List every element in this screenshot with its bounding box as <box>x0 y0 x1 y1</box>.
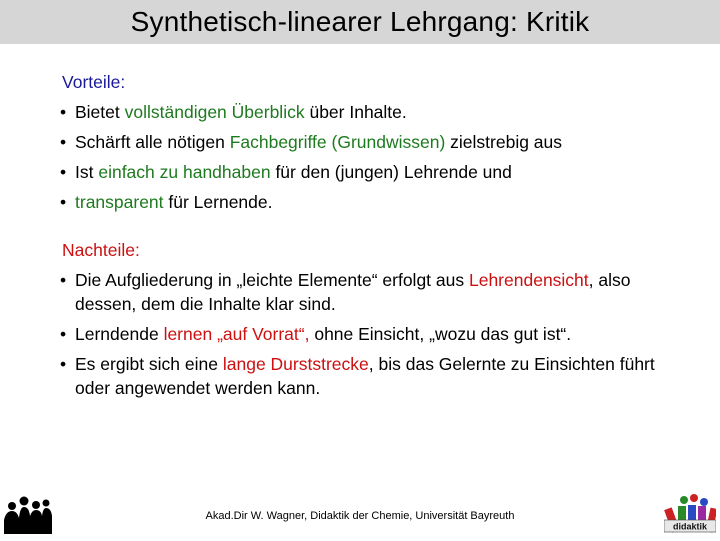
pros-item <box>62 130 682 154</box>
pros-heading: Vorteile: <box>62 72 126 92</box>
cons-item <box>62 352 682 400</box>
highlight-text: Lehrendensicht <box>468 270 589 290</box>
cons-item <box>62 268 682 316</box>
slide-title: Synthetisch-linearer Lehrgang: Kritik <box>130 6 590 37</box>
footer-text: Akad.Dir W. Wagner, Didaktik der Chemie, Universität Bayreuth <box>205 510 515 522</box>
highlight-text: einfach zu handhaben <box>98 162 271 182</box>
logo-text: didaktik <box>672 521 708 532</box>
bullet-text: Die Aufgliederung in „leichte Elemente“ erfolgt aus <box>75 270 469 290</box>
bullet-text: Bietet <box>75 102 125 122</box>
highlight-text: vollständigen Überblick <box>124 102 305 122</box>
didaktik-logo-icon <box>664 490 716 541</box>
cons-list <box>62 268 682 400</box>
bullet-text: für Lernende. <box>163 192 273 212</box>
slide-content <box>62 70 682 406</box>
pros-item <box>62 160 682 184</box>
bullet-text: über Inhalte. <box>304 102 407 122</box>
cons-heading: Nachteile: <box>62 240 140 260</box>
bullet-text: ohne Einsicht, „wozu das gut ist“. <box>309 324 572 344</box>
pros-item <box>62 100 682 124</box>
bullet-text: Lerndende <box>75 324 164 344</box>
bullet-text: Schärft alle nötigen <box>75 132 230 152</box>
title-bar <box>0 0 720 44</box>
highlight-text: transparent <box>75 192 164 212</box>
highlight-text: lange Durststrecke <box>222 354 369 374</box>
pros-list <box>62 100 682 214</box>
bullet-text: Ist <box>75 162 99 182</box>
highlight-text: Fachbegriffe (Grundwissen) <box>229 132 446 152</box>
bullet-text: , bis das Gelernte zu Einsichten führt oder angewendet werden kann. <box>75 354 655 398</box>
bullet-text: Es ergibt sich eine <box>75 354 223 374</box>
bullet-text: , also dessen, dem die Inhalte klar sind. <box>75 270 631 314</box>
cons-item <box>62 322 682 346</box>
pros-item <box>62 190 682 214</box>
highlight-text: lernen „auf Vorrat“, <box>163 324 310 344</box>
bullet-text: für den (jungen) Lehrende und <box>270 162 512 182</box>
bullet-text: zielstrebig aus <box>445 132 563 152</box>
